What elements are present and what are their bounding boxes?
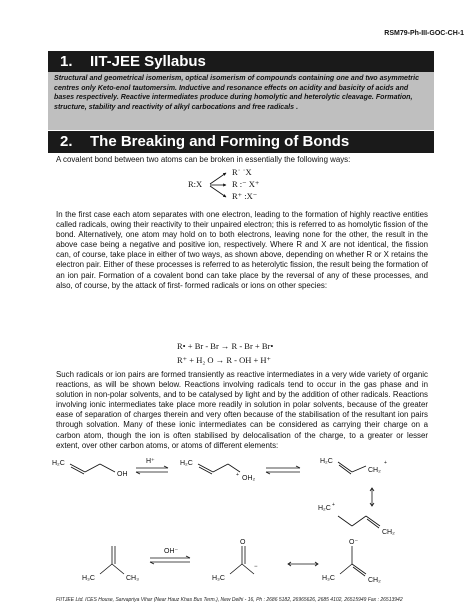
label-plus-charge: + xyxy=(384,460,387,466)
footer-address: FIITJEE Ltd. ICES House, Sarvapriya Vihar (Near Hauz Khas Bus Term.), New Delhi - 16, Ph : 2686 5182, 26965626, 2685 4102, 26515949 Fax : 26513942 xyxy=(56,597,403,603)
equation-ionic: R⁺ + H₂ O → R - OH + H⁺ xyxy=(177,355,272,365)
equation-radical: R• + Br - Br → R - Br + Br• xyxy=(177,341,274,351)
label-h3c: H₃C xyxy=(322,575,335,582)
label-o-minus: O⁻ xyxy=(349,539,359,546)
label-ch2: CH₂ xyxy=(382,529,395,536)
paragraph-intermediates: Such radicals or ion pairs are formed transiently as reactive intermediates in a very wide variety of organic reactions, as will be shown below. Reactions involving radicals tend to occur in the gas phase and in solution in non-polar solvents, and to be catalysed by light and by the addition of other radicals. Reactions involving ionic intermediates take place more readily in solution in polar solvents, because of the greater ease of separation of charges therein and very often because of the stabilisation of the resultant ion pairs through solvation. Many of these ionic intermediates can be considered as carrying their charge on a carbon atom, though the ion is often stabilised by delocalisation of the charge, to a greater or lesser extent, over other carbon atoms, or atoms of different elements: xyxy=(56,370,428,450)
section-number: 2. xyxy=(60,133,73,150)
section-title: The Breaking and Forming of Bonds xyxy=(90,133,350,150)
label-ch3: CH₃ xyxy=(126,575,139,582)
label-oh-minus: OH⁻ xyxy=(164,548,179,555)
reaction-diagram xyxy=(40,454,440,594)
paragraph-fission: In the first case each atom separates with one electron, leading to the formation of highly reactive entities called radicals, owing their reactivity to their unpaired electron; this is referred to as homolytic fission of the bond. Alternatively, one atom may hold on to both electrons, leaving none for the other, the result in the above case being a negative and positive ion, respectively. Where R and X are not identical, the fission can, of course, take place in either of two ways, as shown above, depending on whether R or X retains the electron pair. Either of these processes is referred to as heterolytic fission, the result being the formation of an ion pair. Formation of a covalent bond can take place by the reversal of any of these processes, and also, of course, by the attack of first- formed radicals or ions on other species: xyxy=(56,210,428,290)
label-h2c: H₂C xyxy=(320,458,333,465)
label-h3c: H₃C xyxy=(212,575,225,582)
document-code: RSM79-Ph-III-GOC-CH-1 xyxy=(384,30,464,37)
label-h2c: H₂C xyxy=(180,460,193,467)
label-minus-charge: − xyxy=(254,564,258,570)
label-o: O xyxy=(240,539,246,546)
section-heading-bonds xyxy=(48,131,434,153)
bond-cleavage-scheme xyxy=(188,167,288,203)
label-h-plus: H⁺ xyxy=(146,458,155,465)
section-heading-syllabus xyxy=(48,51,434,73)
label-oh2-plus: OH₂ xyxy=(242,475,256,482)
scheme-product-ion-pair-1: R :⁻ X⁺ xyxy=(232,179,260,189)
label-ch2-plus: CH₂ xyxy=(368,467,381,474)
label-plus-charge: + xyxy=(236,472,239,478)
cleavage-arrows xyxy=(208,167,230,203)
scheme-product-radicals: R˙ ˙X xyxy=(232,167,252,177)
label-plus-charge: + xyxy=(332,502,335,508)
label-h2c: H₂C xyxy=(52,460,65,467)
scheme-product-ion-pair-2: R⁺ :X⁻ xyxy=(232,191,258,201)
section-title: IIT-JEE Syllabus xyxy=(90,53,206,70)
label-ch2: CH₂ xyxy=(368,577,381,584)
label-oh: OH xyxy=(117,471,128,478)
intro-text: A covalent bond between two atoms can be broken in essentially the following ways: xyxy=(56,155,351,164)
section-number: 1. xyxy=(60,53,73,70)
label-h2c: H₂C xyxy=(318,505,331,512)
scheme-reactant: R:X xyxy=(188,179,203,189)
syllabus-text: Structural and geometrical isomerism, optical isomerism of compounds containing one and two asymmetric centres only Keto-enol tautomersim. Inductive and resonance effects on acidity and basicity of acids and bases respectively. Reactive intermediates produce during homolytic and heterolytic cleavage. Formation, structure, stability and reactivity of alkyl carbocations and free radicals . xyxy=(48,72,434,130)
label-h3c: H₃C xyxy=(82,575,95,582)
